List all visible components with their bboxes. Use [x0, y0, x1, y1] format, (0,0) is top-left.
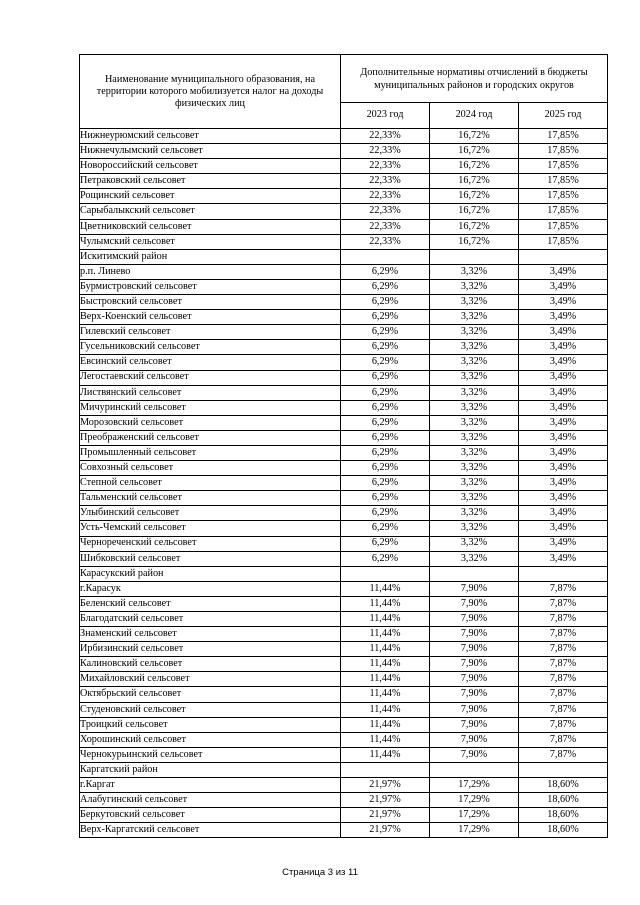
municipality-name: Калиновский сельсовет — [80, 657, 341, 672]
value-2025: 18,60% — [519, 793, 608, 808]
page-number: Страница 3 из 11 — [282, 867, 358, 878]
municipality-name: Беркутовский сельсовет — [80, 808, 341, 823]
value-2023: 6,29% — [341, 279, 430, 294]
municipality-name: Чернокурьинский сельсовет — [80, 747, 341, 762]
value-2024: 7,90% — [430, 596, 519, 611]
table-row — [80, 672, 608, 687]
value-2024: 3,32% — [430, 355, 519, 370]
value-2023: 6,29% — [341, 264, 430, 279]
table-row — [80, 823, 608, 838]
table-row — [80, 732, 608, 747]
municipality-name: Преображенский сельсовет — [80, 430, 341, 445]
value-2023: 6,29% — [341, 506, 430, 521]
value-2025: 7,87% — [519, 657, 608, 672]
table-row — [80, 778, 608, 793]
table-row — [80, 370, 608, 385]
table-row — [80, 204, 608, 219]
value-2023: 22,33% — [341, 174, 430, 189]
value-2025: 17,85% — [519, 204, 608, 219]
value-2023: 6,29% — [341, 310, 430, 325]
value-2025: 3,49% — [519, 506, 608, 521]
value-2023 — [341, 566, 430, 581]
value-2023 — [341, 762, 430, 777]
municipality-name: Легостаевский сельсовет — [80, 370, 341, 385]
table-row — [80, 581, 608, 596]
value-2023: 11,44% — [341, 612, 430, 627]
table-row — [80, 793, 608, 808]
value-2025: 3,49% — [519, 536, 608, 551]
value-2023: 6,29% — [341, 340, 430, 355]
value-2023: 21,97% — [341, 778, 430, 793]
value-2025: 7,87% — [519, 717, 608, 732]
value-2024: 3,32% — [430, 325, 519, 340]
table-row — [80, 129, 608, 144]
value-2023: 11,44% — [341, 596, 430, 611]
value-2025: 17,85% — [519, 129, 608, 144]
table-row — [80, 461, 608, 476]
value-2023: 11,44% — [341, 747, 430, 762]
table-row — [80, 717, 608, 732]
table-row — [80, 400, 608, 415]
value-2025: 17,85% — [519, 219, 608, 234]
value-2023: 11,44% — [341, 732, 430, 747]
value-2024: 16,72% — [430, 129, 519, 144]
value-2024: 17,29% — [430, 823, 519, 838]
value-2023: 22,33% — [341, 204, 430, 219]
value-2024: 3,32% — [430, 295, 519, 310]
table-row — [80, 189, 608, 204]
value-2025: 18,60% — [519, 778, 608, 793]
municipality-name: Цветниковский сельсовет — [80, 219, 341, 234]
municipality-name: Степной сельсовет — [80, 476, 341, 491]
value-2025: 17,85% — [519, 174, 608, 189]
value-2025: 3,49% — [519, 551, 608, 566]
section-row — [80, 762, 608, 777]
value-2023: 11,44% — [341, 687, 430, 702]
municipality-name: Морозовский сельсовет — [80, 415, 341, 430]
value-2025: 3,49% — [519, 400, 608, 415]
table-row — [80, 521, 608, 536]
municipality-name: Верх-Каргатский сельсовет — [80, 823, 341, 838]
section-row — [80, 566, 608, 581]
value-2024: 3,32% — [430, 385, 519, 400]
value-2023: 11,44% — [341, 702, 430, 717]
table-row — [80, 415, 608, 430]
municipality-name: Чулымский сельсовет — [80, 234, 341, 249]
value-2023: 22,33% — [341, 144, 430, 159]
table-row — [80, 657, 608, 672]
municipality-name: Нижнеурюмский сельсовет — [80, 129, 341, 144]
value-2024: 7,90% — [430, 732, 519, 747]
value-2025: 3,49% — [519, 340, 608, 355]
value-2025 — [519, 566, 608, 581]
table-row — [80, 551, 608, 566]
municipality-name: г.Карасук — [80, 581, 341, 596]
value-2023: 22,33% — [341, 189, 430, 204]
value-2023: 11,44% — [341, 642, 430, 657]
value-2025: 7,87% — [519, 672, 608, 687]
municipality-name: Быстровский сельсовет — [80, 295, 341, 310]
value-2024: 7,90% — [430, 747, 519, 762]
value-2024: 7,90% — [430, 702, 519, 717]
value-2023: 11,44% — [341, 717, 430, 732]
table-row — [80, 144, 608, 159]
municipality-name: Беленский сельсовет — [80, 596, 341, 611]
value-2025: 7,87% — [519, 642, 608, 657]
value-2025: 7,87% — [519, 732, 608, 747]
table-row — [80, 385, 608, 400]
value-2023: 22,33% — [341, 129, 430, 144]
table-row — [80, 506, 608, 521]
value-2024: 3,32% — [430, 430, 519, 445]
table-row — [80, 445, 608, 460]
value-2023: 6,29% — [341, 521, 430, 536]
value-2024: 17,29% — [430, 778, 519, 793]
value-2025: 17,85% — [519, 144, 608, 159]
table-row — [80, 491, 608, 506]
value-2024: 3,32% — [430, 491, 519, 506]
value-2025: 3,49% — [519, 325, 608, 340]
section-title: Карасукский район — [80, 566, 341, 581]
value-2023: 11,44% — [341, 657, 430, 672]
value-2024: 3,32% — [430, 310, 519, 325]
value-2025: 3,49% — [519, 415, 608, 430]
value-2025: 7,87% — [519, 747, 608, 762]
value-2024: 3,32% — [430, 461, 519, 476]
table-row — [80, 219, 608, 234]
value-2024: 7,90% — [430, 642, 519, 657]
value-2024: 7,90% — [430, 672, 519, 687]
value-2024: 3,32% — [430, 264, 519, 279]
value-2024: 3,32% — [430, 506, 519, 521]
municipality-name: Студеновский сельсовет — [80, 702, 341, 717]
municipality-name: Совхозный сельсовет — [80, 461, 341, 476]
value-2025: 17,85% — [519, 189, 608, 204]
value-2025: 18,60% — [519, 808, 608, 823]
table-row — [80, 264, 608, 279]
value-2024: 7,90% — [430, 581, 519, 596]
value-2024: 7,90% — [430, 612, 519, 627]
municipality-name: Троицкий сельсовет — [80, 717, 341, 732]
value-2023: 22,33% — [341, 219, 430, 234]
municipality-name: Чернореченский сельсовет — [80, 536, 341, 551]
value-2023: 6,29% — [341, 445, 430, 460]
municipality-name: Петраковский сельсовет — [80, 174, 341, 189]
value-2025 — [519, 762, 608, 777]
value-2023: 11,44% — [341, 581, 430, 596]
header-municipality: Наименование муниципального образования, на территории которого мобилизуется налог на доходы физических лиц — [80, 55, 341, 129]
section-row — [80, 249, 608, 264]
value-2023: 11,44% — [341, 627, 430, 642]
header-year-2023: 2023 год — [341, 103, 430, 129]
value-2023: 22,33% — [341, 159, 430, 174]
value-2024: 3,32% — [430, 415, 519, 430]
value-2024: 3,32% — [430, 476, 519, 491]
value-2023: 6,29% — [341, 400, 430, 415]
value-2024: 3,32% — [430, 445, 519, 460]
value-2024 — [430, 566, 519, 581]
value-2025: 7,87% — [519, 581, 608, 596]
municipality-name: Сарыбалыкский сельсовет — [80, 204, 341, 219]
value-2023: 21,97% — [341, 793, 430, 808]
value-2025: 3,49% — [519, 461, 608, 476]
table-row — [80, 174, 608, 189]
municipality-name: Гилевский сельсовет — [80, 325, 341, 340]
value-2024: 16,72% — [430, 144, 519, 159]
table-row — [80, 627, 608, 642]
value-2025: 3,49% — [519, 491, 608, 506]
header-year-2024: 2024 год — [430, 103, 519, 129]
value-2025: 3,49% — [519, 264, 608, 279]
value-2025: 3,49% — [519, 295, 608, 310]
municipality-name: Ирбизинский сельсовет — [80, 642, 341, 657]
municipality-name: Знаменский сельсовет — [80, 627, 341, 642]
table-row — [80, 702, 608, 717]
value-2023: 21,97% — [341, 808, 430, 823]
value-2024: 3,32% — [430, 370, 519, 385]
municipality-name: Алабугинский сельсовет — [80, 793, 341, 808]
value-2025: 7,87% — [519, 627, 608, 642]
value-2023: 6,29% — [341, 430, 430, 445]
value-2024: 16,72% — [430, 159, 519, 174]
value-2024: 7,90% — [430, 627, 519, 642]
value-2023: 6,29% — [341, 385, 430, 400]
value-2025: 3,49% — [519, 445, 608, 460]
allocation-table — [79, 54, 608, 838]
header-year-2025: 2025 год — [519, 103, 608, 129]
table-row — [80, 234, 608, 249]
table-row — [80, 355, 608, 370]
value-2024: 16,72% — [430, 174, 519, 189]
municipality-name: р.п. Линево — [80, 264, 341, 279]
value-2024: 17,29% — [430, 808, 519, 823]
municipality-name: Верх-Коенский сельсовет — [80, 310, 341, 325]
table-row — [80, 476, 608, 491]
value-2024: 7,90% — [430, 657, 519, 672]
value-2025: 3,49% — [519, 476, 608, 491]
table-body — [80, 129, 608, 838]
municipality-name: Промышленный сельсовет — [80, 445, 341, 460]
value-2024: 3,32% — [430, 340, 519, 355]
value-2024: 3,32% — [430, 521, 519, 536]
value-2025: 3,49% — [519, 430, 608, 445]
table-row — [80, 159, 608, 174]
municipality-name: Тальменский сельсовет — [80, 491, 341, 506]
value-2024: 3,32% — [430, 400, 519, 415]
municipality-name: Нижнечулымский сельсовет — [80, 144, 341, 159]
municipality-name: Листвянский сельсовет — [80, 385, 341, 400]
value-2023 — [341, 249, 430, 264]
value-2024 — [430, 762, 519, 777]
table-row — [80, 430, 608, 445]
table-row — [80, 687, 608, 702]
value-2023: 6,29% — [341, 551, 430, 566]
municipality-name: Евсинский сельсовет — [80, 355, 341, 370]
table-row — [80, 536, 608, 551]
municipality-name: г.Каргат — [80, 778, 341, 793]
municipality-name: Октябрьский сельсовет — [80, 687, 341, 702]
value-2023: 6,29% — [341, 491, 430, 506]
value-2023: 6,29% — [341, 325, 430, 340]
value-2023: 22,33% — [341, 234, 430, 249]
value-2025: 3,49% — [519, 385, 608, 400]
value-2024: 3,32% — [430, 279, 519, 294]
value-2023: 6,29% — [341, 355, 430, 370]
table-row — [80, 612, 608, 627]
municipality-name: Рощинский сельсовет — [80, 189, 341, 204]
value-2024: 16,72% — [430, 219, 519, 234]
municipality-name: Усть-Чемский сельсовет — [80, 521, 341, 536]
municipality-name: Улыбинский сельсовет — [80, 506, 341, 521]
value-2025: 3,49% — [519, 310, 608, 325]
value-2024 — [430, 249, 519, 264]
value-2025: 7,87% — [519, 596, 608, 611]
municipality-name: Мичуринский сельсовет — [80, 400, 341, 415]
table-row — [80, 325, 608, 340]
value-2025: 3,49% — [519, 355, 608, 370]
value-2025 — [519, 249, 608, 264]
value-2023: 6,29% — [341, 461, 430, 476]
value-2023: 6,29% — [341, 415, 430, 430]
table-row — [80, 596, 608, 611]
municipality-name: Шибковский сельсовет — [80, 551, 341, 566]
table-row — [80, 340, 608, 355]
value-2024: 16,72% — [430, 234, 519, 249]
value-2024: 7,90% — [430, 687, 519, 702]
value-2025: 3,49% — [519, 279, 608, 294]
header-additional-norms: Дополнительные нормативы отчислений в бюджеты муниципальных районов и городских округов — [341, 55, 608, 103]
value-2025: 7,87% — [519, 612, 608, 627]
section-title: Каргатский район — [80, 762, 341, 777]
value-2024: 16,72% — [430, 204, 519, 219]
value-2024: 16,72% — [430, 189, 519, 204]
municipality-name: Новороссийский сельсовет — [80, 159, 341, 174]
value-2024: 7,90% — [430, 717, 519, 732]
value-2023: 11,44% — [341, 672, 430, 687]
table-row — [80, 279, 608, 294]
value-2023: 6,29% — [341, 476, 430, 491]
value-2024: 3,32% — [430, 551, 519, 566]
value-2023: 6,29% — [341, 295, 430, 310]
value-2025: 3,49% — [519, 370, 608, 385]
value-2025: 17,85% — [519, 159, 608, 174]
value-2023: 21,97% — [341, 823, 430, 838]
table-row — [80, 295, 608, 310]
table-row — [80, 310, 608, 325]
value-2024: 3,32% — [430, 536, 519, 551]
section-title: Искитимский район — [80, 249, 341, 264]
table-row — [80, 808, 608, 823]
value-2025: 17,85% — [519, 234, 608, 249]
municipality-name: Бурмистровский сельсовет — [80, 279, 341, 294]
value-2025: 18,60% — [519, 823, 608, 838]
value-2024: 17,29% — [430, 793, 519, 808]
value-2023: 6,29% — [341, 536, 430, 551]
municipality-name: Хорошинский сельсовет — [80, 732, 341, 747]
table-row — [80, 642, 608, 657]
municipality-name: Михайловский сельсовет — [80, 672, 341, 687]
table-row — [80, 747, 608, 762]
municipality-name: Гусельниковский сельсовет — [80, 340, 341, 355]
value-2023: 6,29% — [341, 370, 430, 385]
value-2025: 7,87% — [519, 702, 608, 717]
municipality-name: Благодатский сельсовет — [80, 612, 341, 627]
value-2025: 3,49% — [519, 521, 608, 536]
value-2025: 7,87% — [519, 687, 608, 702]
